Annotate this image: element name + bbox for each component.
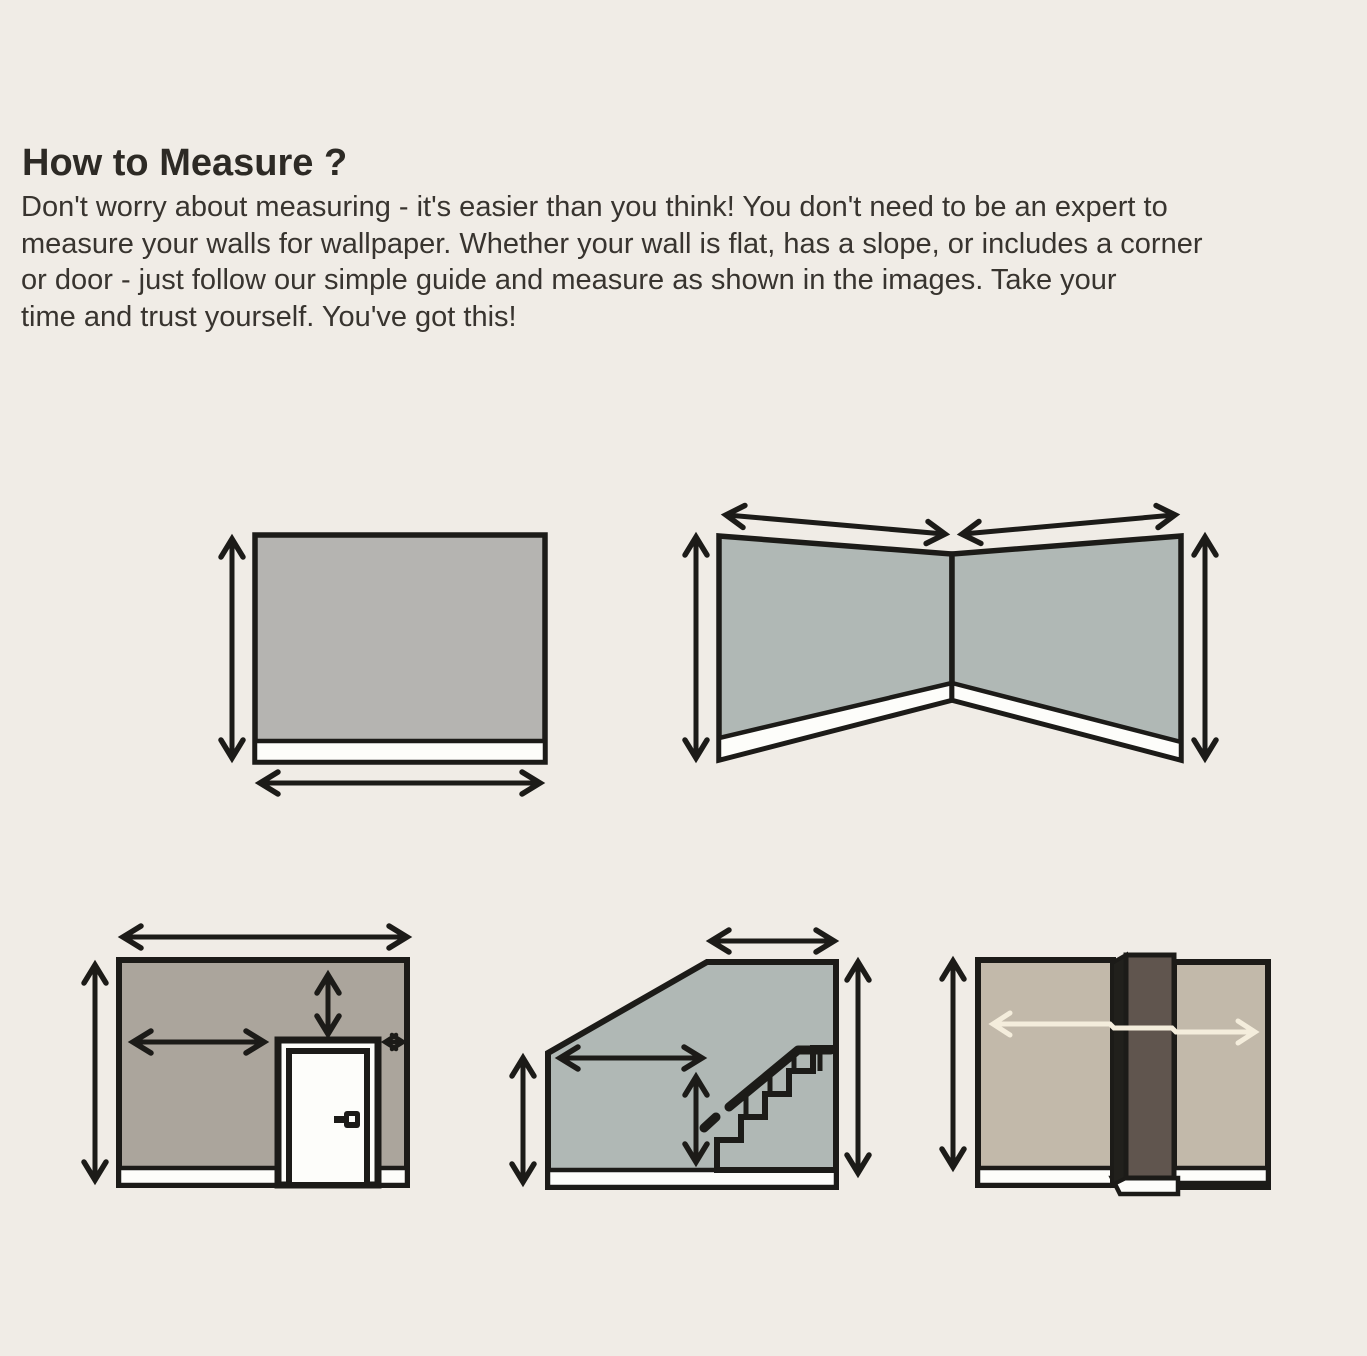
left-baseboard — [978, 1168, 1113, 1185]
right-wall — [1174, 962, 1268, 1187]
door-handle-hole — [349, 1116, 355, 1122]
wall — [255, 535, 545, 762]
left-width-arrow — [727, 515, 944, 534]
right-baseboard — [1174, 1168, 1268, 1183]
intro-line: measure your walls for wallpaper. Whether your wall is flat, has a slope, or includes a corner — [21, 227, 1203, 260]
diagram-wall-with-column — [953, 955, 1268, 1194]
page-title: How to Measure ? — [22, 142, 348, 184]
left-wall — [978, 960, 1113, 1185]
diagram-corner-wall — [696, 515, 1205, 760]
intro-line: or door - just follow our simple guide and measure as shown in the images. Take your — [21, 264, 1117, 296]
intro-line: time and trust yourself. You've got this! — [21, 300, 517, 333]
diagram-wall-with-door — [95, 937, 407, 1185]
intro-line: Don't worry about measuring - it's easier than you think! You don't need to be an expert to — [21, 191, 1168, 223]
baseboard — [255, 741, 545, 762]
diagram-flat-wall — [232, 535, 545, 783]
column-front — [1126, 955, 1174, 1178]
door-handle-tab — [334, 1116, 344, 1123]
diagram-sloped-wall-stairs — [523, 941, 858, 1187]
right-width-arrow — [963, 515, 1174, 534]
